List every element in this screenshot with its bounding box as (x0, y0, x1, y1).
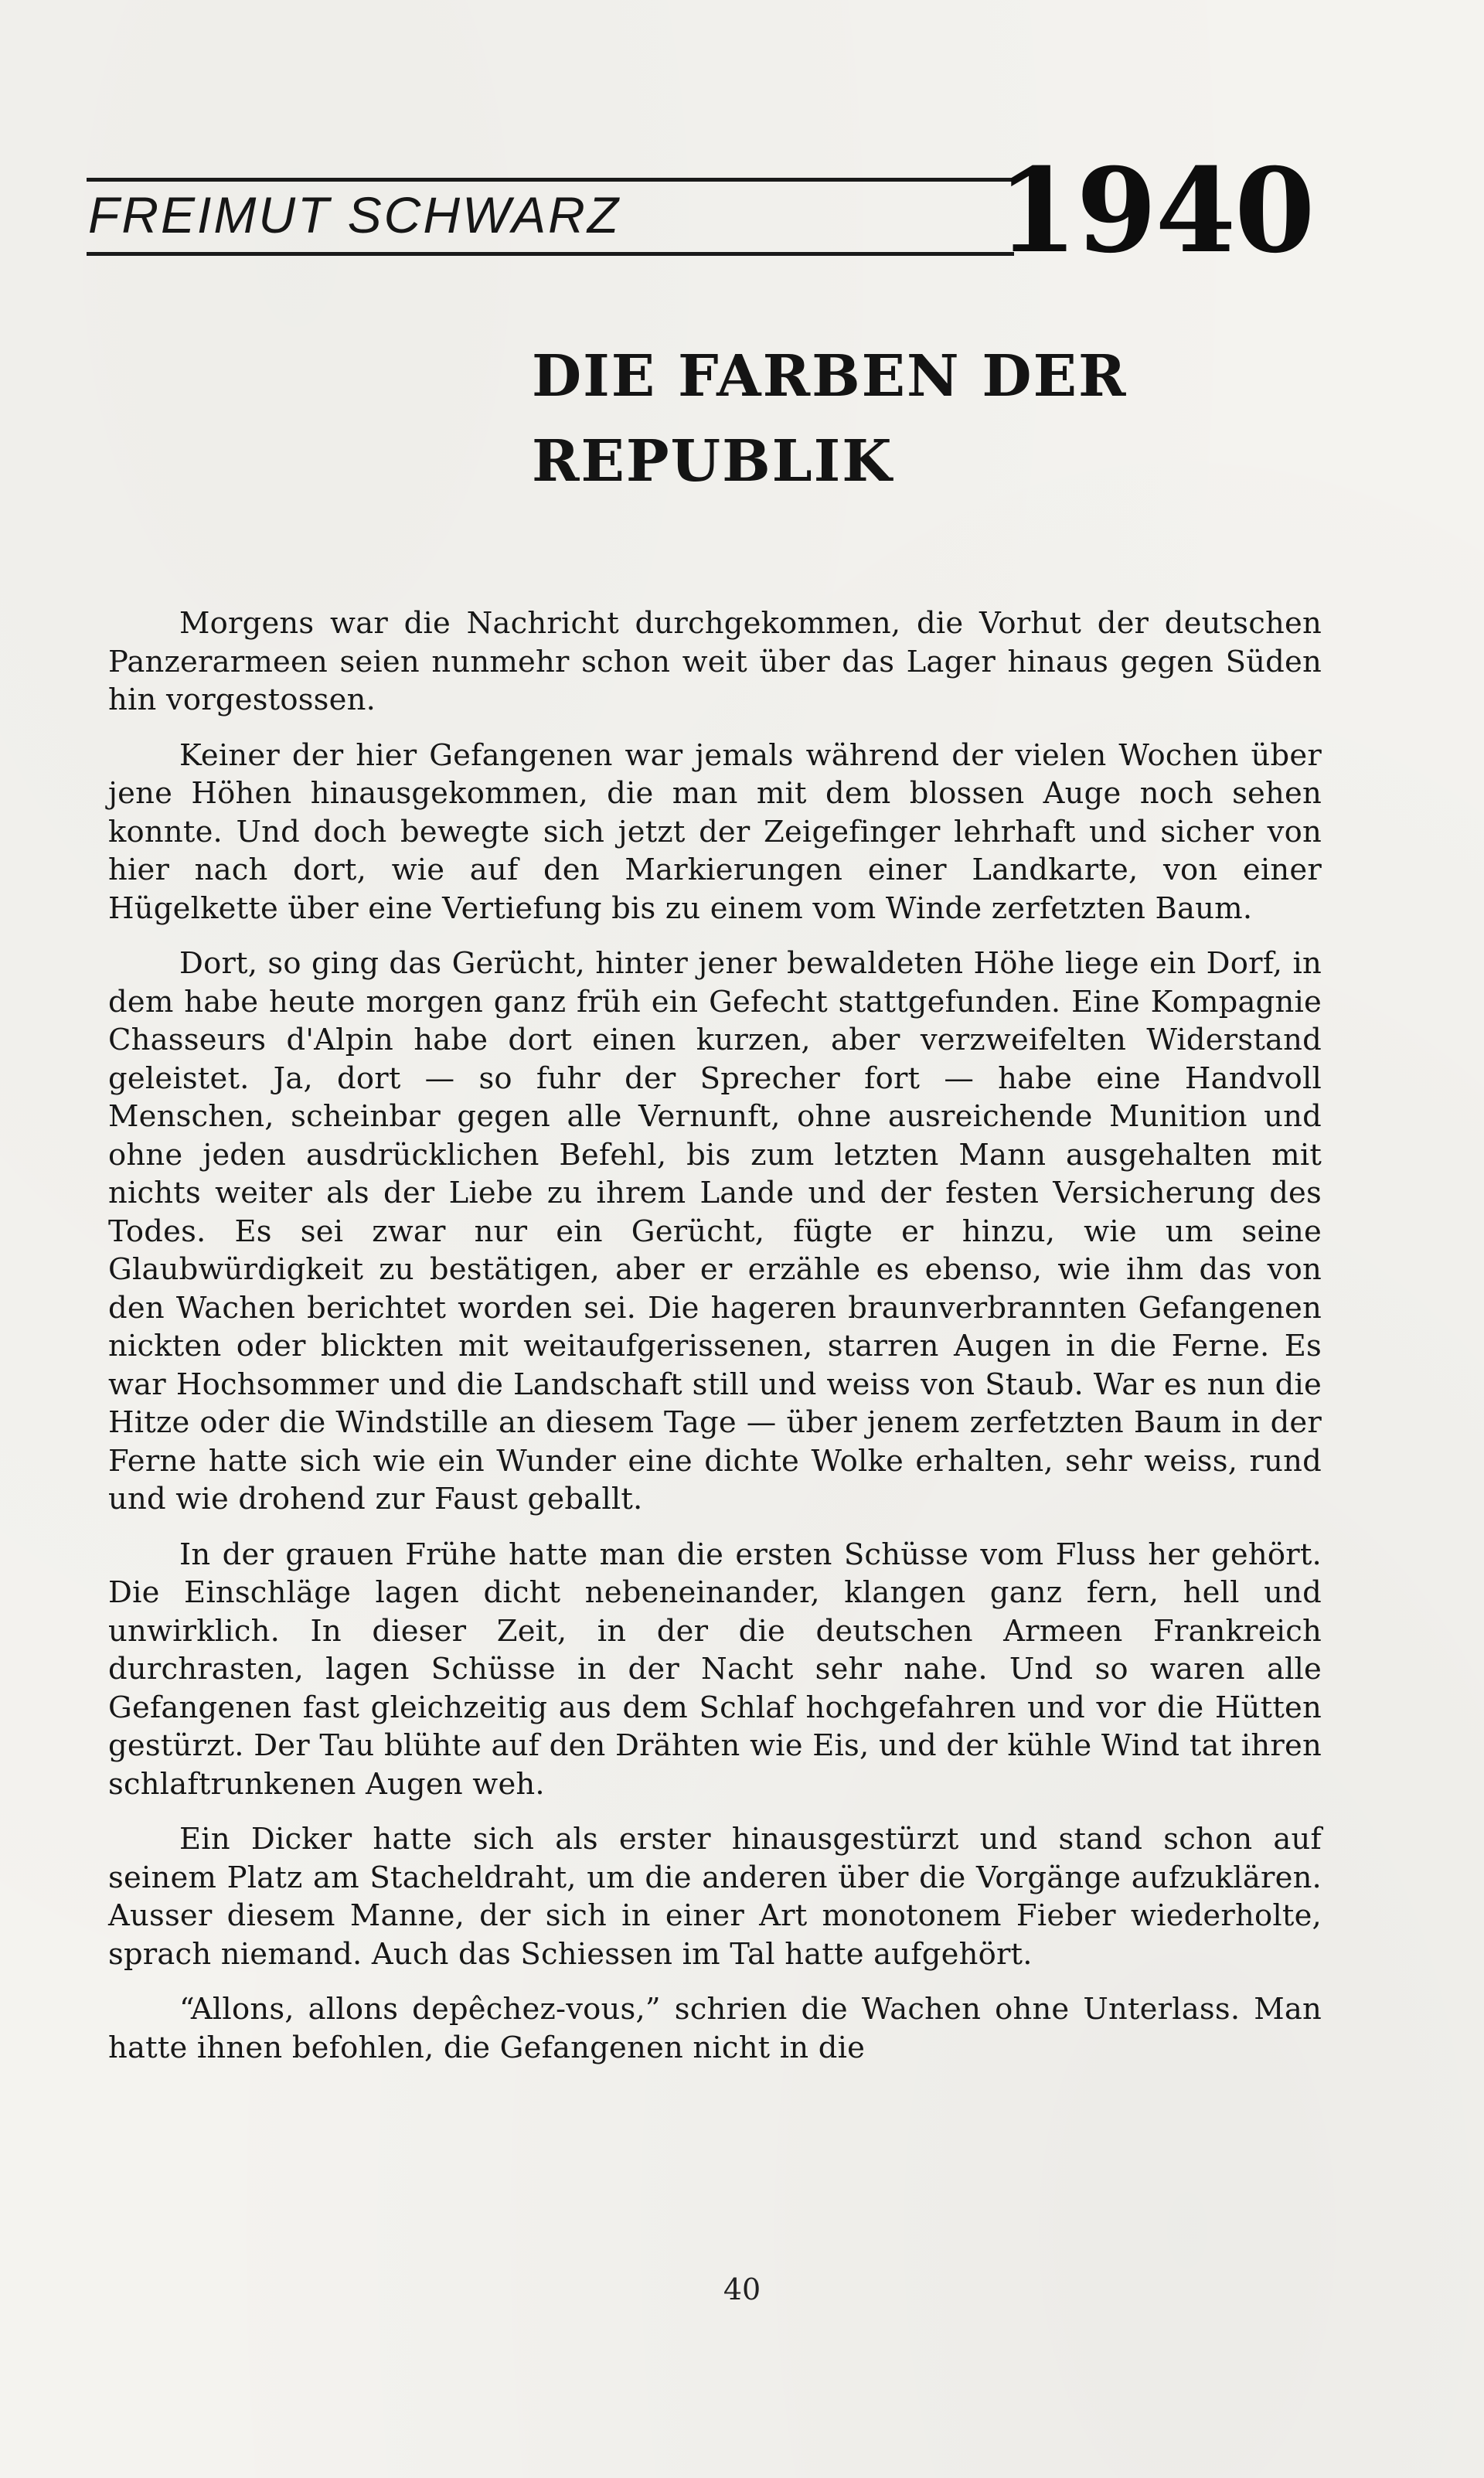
year-heading: 1940 (997, 143, 1314, 279)
story-title-line-2: REPUBLIK (532, 428, 893, 495)
paragraph: Dort, so ging das Gerücht, hinter jener bewaldeten Höhe liege ein Dorf, in dem habe heute morgen ganz früh ein Gefecht stattgefunden. Eine Kompagnie Chasseurs d'Alpin habe dort einen kurzen, aber verzweifelten Widerstand geleistet. Ja, dort — so fuhr der Sprecher fort — habe eine Handvoll Menschen, scheinbar gegen alle Vernunft, ohne ausreichende Munition und ohne jeden ausdrücklichen Befehl, bis zum letzten Mann ausgehalten mit nichts weiter als der Liebe zu ihrem Lande und der festen Versicherung des Todes. Es sei zwar nur ein Gerücht, fügte er hinzu, wie um seine Glaubwürdigkeit zu bestätigen, aber er erzähle es ebenso, wie ihm das von den Wachen berichtet worden sei. Die hageren braunverbrannten Gefangenen nickten oder blickten mit weitaufgerissenen, starren Augen in die Ferne. Es war Hochsommer und die Landschaft still und weiss von Staub. War es nun die Hitze oder die Windstille an diesem Tage — über jenem zerfetzten Baum in der Ferne hatte sich wie ein Wunder eine dichte Wolke erhalten, sehr weiss, rund und wie drohend zur Faust geballt. (108, 946, 1322, 1516)
paragraph: Morgens war die Nachricht durchgekommen, die Vorhut der deutschen Panzerarmeen seien nunmehr schon weit über das Lager hinaus gegen Süden hin vorgestossen. (108, 606, 1322, 717)
paragraph: Ein Dicker hatte sich als erster hinausgestürzt und stand schon auf seinem Platz am Stacheldraht, um die anderen über die Vorgänge aufzuklären. Ausser diesem Manne, der sich in einer Art monotonem Fieber wiederholte, sprach niemand. Auch das Schiessen im Tal hatte aufgehört. (108, 1822, 1322, 1972)
paragraph: “Allons, allons depêchez-vous,” schrien die Wachen ohne Unterlass. Man hatte ihnen befohlen, die Gefangenen nicht in die (108, 1992, 1322, 2065)
paragraph: In der grauen Frühe hatte man die ersten Schüsse vom Fluss her gehört. Die Einschläge lagen dicht nebeneinander, klangen ganz fern, hell und unwirklich. In dieser Zeit, in der die deutschen Armeen Frankreich durchrasten, lagen Schüsse in der Nacht sehr nahe. Und so waren alle Gefangenen fast gleichzeitig aus dem Schlaf hochgefahren und vor die Hütten gestürzt. Der Tau blühte auf den Drähten wie Eis, und der kühle Wind tat ihren schlaftrunkenen Augen weh. (108, 1537, 1322, 1802)
story-title-line-1: DIE FARBEN DER (532, 343, 1128, 410)
story-body (108, 604, 1322, 2084)
story-title (532, 334, 1227, 504)
page-header (87, 143, 1314, 279)
page-number: 40 (723, 2272, 761, 2306)
paragraph: Keiner der hier Gefangenen war jemals während der vielen Wochen über jene Höhen hinausgekommen, die man mit dem blossen Auge noch sehen konnte. Und doch bewegte sich jetzt der Zeigefinger lehrhaft und sicher von hier nach dort, wie auf den Markierungen einer Landkarte, von einer Hügelkette über eine Vertiefung bis zu einem vom Winde zerfetzten Baum. (108, 737, 1322, 926)
header-rule-bottom (87, 252, 1014, 256)
header-rule-top (87, 178, 1014, 182)
author-name: FREIMUT SCHWARZ (88, 186, 621, 243)
